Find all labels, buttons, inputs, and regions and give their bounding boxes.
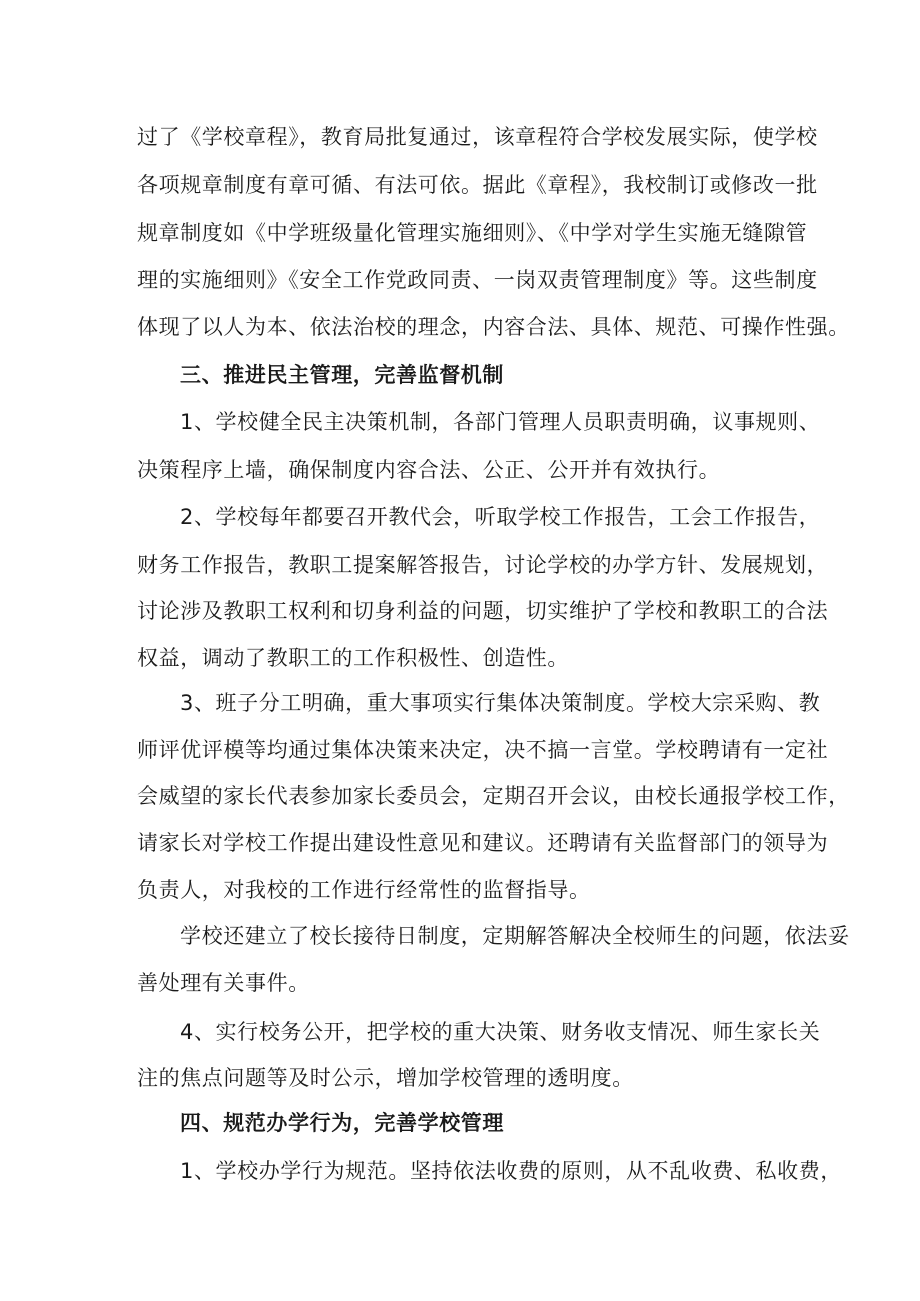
paragraph-line: 注的焦点问题等及时公示，增加学校管理的透明度。 — [137, 1066, 634, 1090]
paragraph-line: 4、实行校务公开，把学校的重大决策、财务收支情况、师生家长关 — [180, 1020, 821, 1044]
paragraph-line: 理的实施细则》《安全工作党政同责、一岗双责管理制度》等。这些制度 — [137, 268, 818, 292]
paragraph-line: 1、学校健全民主决策机制，各部门管理人员职责明确，议事规则、 — [180, 410, 821, 434]
paragraph-line: 1、学校办学行为规范。坚持依法收费的原则，从不乱收费、私收费， — [180, 1159, 842, 1183]
paragraph-line: 体现了以人为本、依法治校的理念，内容合法、具体、规范、可操作性强。 — [137, 315, 850, 339]
section-heading: 四、规范办学行为，完善学校管理 — [180, 1111, 504, 1135]
paragraph-line: 讨论涉及教职工权利和切身利益的问题，切实维护了学校和教职工的合法 — [137, 599, 829, 623]
paragraph-line: 会威望的家长代表参加家长委员会，定期召开会议，由校长通报学校工作， — [137, 784, 850, 808]
paragraph-line: 善处理有关事件。 — [137, 971, 310, 995]
paragraph-line: 2、学校每年都要召开教代会，听取学校工作报告，工会工作报告， — [180, 505, 821, 529]
paragraph-line: 学校还建立了校长接待日制度，定期解答解决全校师生的问题，依法妥 — [180, 924, 850, 948]
paragraph-line: 负责人，对我校的工作进行经常性的监督指导。 — [137, 878, 591, 902]
paragraph-line: 财务工作报告，教职工提案解答报告，讨论学校的办学方针、发展规划， — [137, 553, 829, 577]
paragraph-line: 师评优评模等均通过集体决策来决定，决不搞一言堂。学校聘请有一定社 — [137, 738, 829, 762]
paragraph-line: 决策程序上墙，确保制度内容合法、公正、公开并有效执行。 — [137, 458, 721, 482]
paragraph-line: 请家长对学校工作提出建设性意见和建议。还聘请有关监督部门的领导为 — [137, 831, 829, 855]
paragraph-line: 过了《学校章程》，教育局批复通过，该章程符合学校发展实际，使学校 — [137, 125, 818, 149]
section-heading: 三、推进民主管理，完善监督机制 — [180, 363, 504, 387]
paragraph-line: 权益，调动了教职工的工作积极性、创造性。 — [137, 646, 569, 670]
paragraph-line: 规章制度如《中学班级量化管理实施细则》、《中学对学生实施无缝隙管 — [137, 221, 808, 245]
paragraph-line: 3、班子分工明确，重大事项实行集体决策制度。学校大宗采购、教 — [180, 691, 821, 715]
paragraph-line: 各项规章制度有章可循、有法可依。据此《章程》，我校制订或修改一批 — [137, 173, 818, 197]
